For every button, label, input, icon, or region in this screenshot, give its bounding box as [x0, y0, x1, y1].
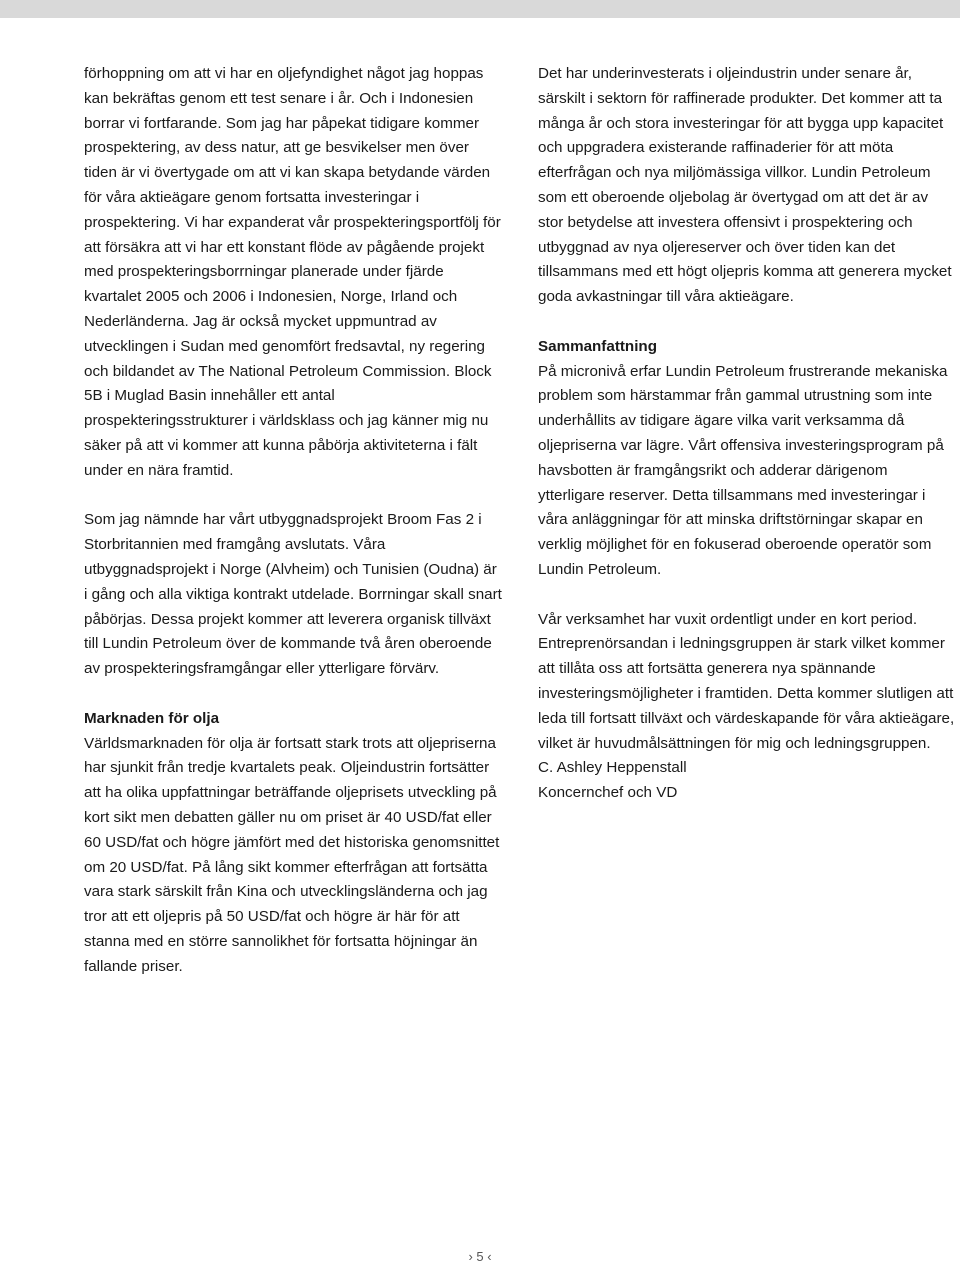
- section-heading: Sammanfattning: [538, 337, 657, 355]
- body-paragraph: Vår verksamhet har vuxit ordentligt under en kort period. Entreprenörsandan i ledningsgruppen är stark vilket kommer att tillåta oss att fortsätta generera nya spännande investeringsmöjligheter i framtiden. Detta kommer slutligen att leda till fortsatt tillväxt och värdeskapande för våra aktieägare, vilket är huvudmålsättningen för mig och ledningsgruppen.: [538, 610, 955, 752]
- signature-name: C. Ashley Heppenstall: [538, 759, 687, 777]
- right-column: [538, 62, 956, 806]
- left-column: [84, 62, 502, 979]
- body-paragraph: Det har underinvesterats i oljeindustrin under senare år, särskilt i sektorn för raffinerade produkter. Det kommer att ta många år och stora investeringar för att bygga upp kapacitet och uppgradera existerande raffinaderier för att möta efterfrågan och nya miljömässiga villkor. Lundin Petroleum som ett oberoende oljebolag är övertygad om att det är av stor betydelse att investera offensivt i prospektering och utbyggnad av nya oljereserver och över tiden kan det tillsammans med ett högt oljepris komma att generera mycket goda avkastningar till våra aktieägare.: [538, 65, 952, 306]
- section-heading: Marknaden för olja: [84, 709, 220, 727]
- body-paragraph: Som jag nämnde har vårt utbyggnadsprojekt Broom Fas 2 i Storbritannien med framgång avslutats. Våra utbyggnadsprojekt i Norge (Alvheim) och Tunisien (Oudna) är i gång och alla viktiga kontrakt utdelade. Borrningar skall snart påbörjas. Dessa projekt kommer att leverera organisk tillväxt till Lundin Petroleum över de kommande två åren oberoende av prospekteringsframgångar eller ytterligare förvärv.: [84, 511, 502, 678]
- body-paragraph: förhoppning om att vi har en oljefyndighet något jag hoppas kan bekräftas genom ett test senare i år. Och i Indonesien borrar vi fortfarande. Som jag har påpekat tidigare kommer prospektering, av dess natur, att ge besvikelser men över tiden är vi övertygade om att vi kan skapa betydande värden för våra aktieägare genom fortsatta investeringar i prospektering. Vi har expanderat vår prospekteringsportfölj för att försäkra att vi har ett konstant flöde av pågående projekt med prospekteringsborrningar planerade under fjärde kvartalet 2005 och 2006 i Indonesien, Norge, Irland och Nederländerna. Jag är också mycket uppmuntrad av utvecklingen i Sudan med genomfört fredsavtal, ny regering och bildandet av The National Petroleum Commission. Block 5B i Muglad Basin innehåller ett antal prospekteringsstrukturer i världsklass och jag känner mig nu säker på att vi kommer att kunna påbörja aktiviteterna i fält under en nära framtid.: [84, 65, 501, 479]
- signature-title: Koncernchef och VD: [538, 784, 678, 802]
- header-bar: [0, 0, 960, 18]
- body-paragraph: På micronivå erfar Lundin Petroleum frustrerande mekaniska problem som härstammar från gammal utrustning som inte underhållits av tidigare ägare vilka varit verksamma då oljepriserna var lägre. Vårt offensiva investeringsprogram på havsbotten är framgångsrikt och adderar därigenom ytterligare reserver. Detta tillsammans med investeringar i våra anläggningar för att minska driftstörningar skapar en verklig möjlighet för en fokuserad oberoende operatör som Lundin Petroleum.: [538, 362, 948, 578]
- page-number: › 5 ‹: [468, 1249, 492, 1264]
- body-paragraph: Världsmarknaden för olja är fortsatt stark trots att oljepriserna har sjunkit från tredje kvartalets peak. Oljeindustrin fortsätter att ha olika uppfattningar beträffande oljeprisets utveckling på kort sikt men debatten gäller nu om priset är 40 USD/fat eller 60 USD/fat och högre jämfört med det historiska genomsnittet om 20 USD/fat. På lång sikt kommer efterfrågan att fortsätta vara stark särskilt från Kina och utvecklingsländerna och jag tror att ett oljepris på 50 USD/fat och högre är här för att stanna med en större sannolikhet för fortsatta höjningar än fallande priser.: [84, 734, 500, 975]
